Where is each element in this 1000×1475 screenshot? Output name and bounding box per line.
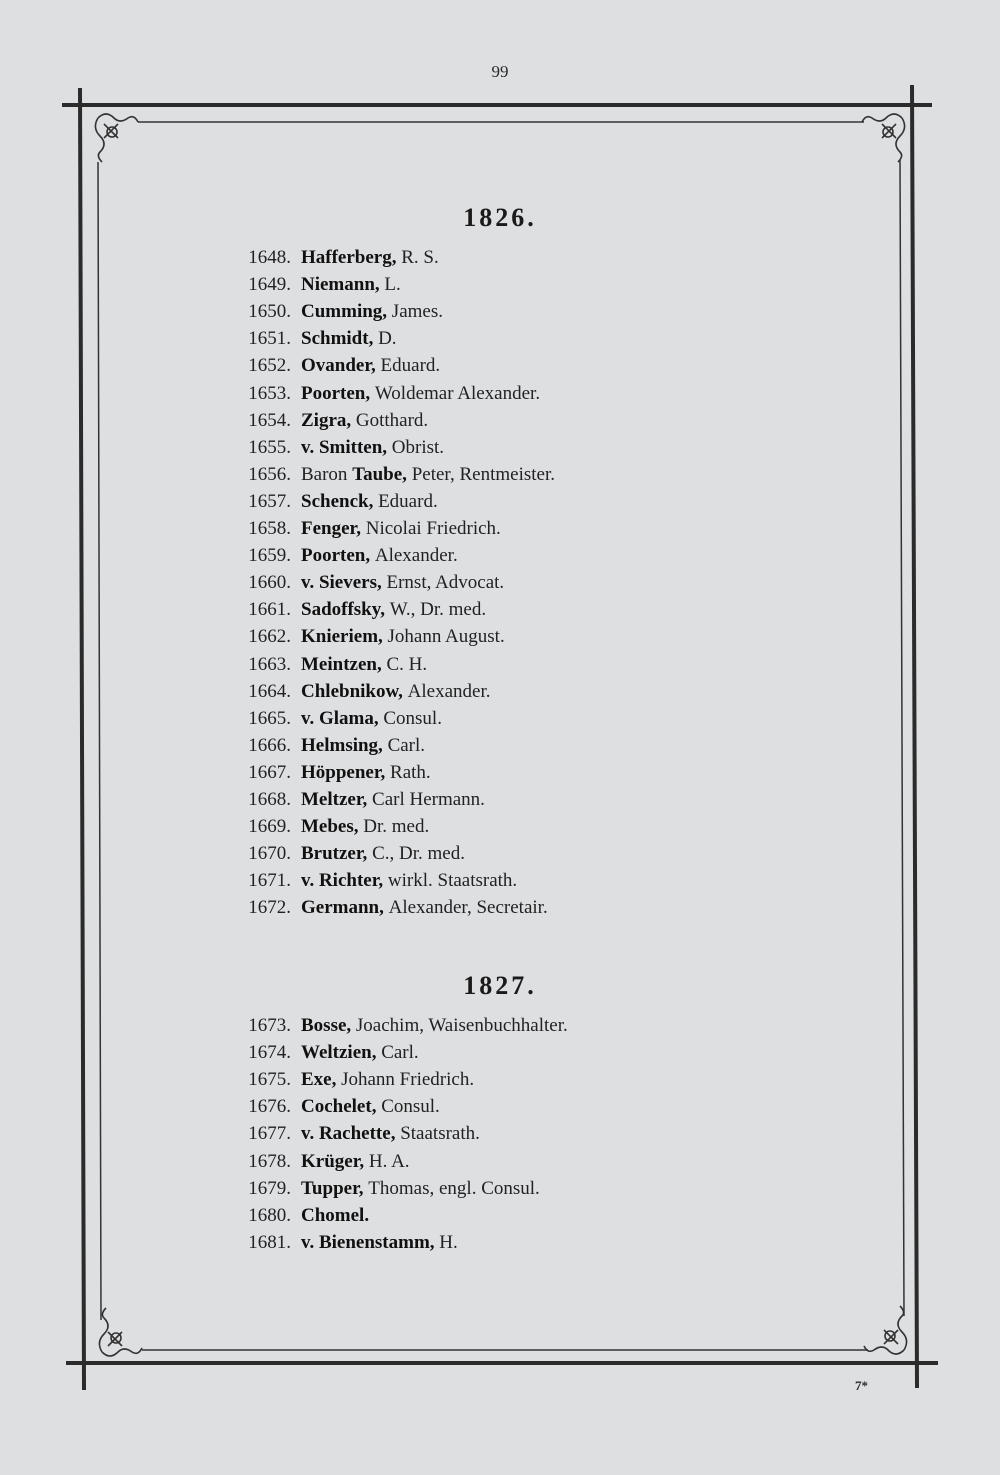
entry-name: Niemann, bbox=[301, 274, 380, 296]
list-item bbox=[205, 705, 805, 732]
entry-detail: Johann August. bbox=[387, 626, 505, 648]
entry-detail: Consul. bbox=[381, 1096, 440, 1118]
entry-number: 1671. bbox=[248, 870, 291, 892]
ornament-top-right bbox=[862, 114, 905, 162]
entry-number: 1654. bbox=[248, 409, 291, 431]
signature-mark: 7* bbox=[855, 1378, 868, 1393]
entry-number: 1668. bbox=[248, 788, 291, 810]
entry-name: Fenger, bbox=[301, 518, 361, 540]
entry-number: 1679. bbox=[248, 1177, 291, 1199]
list-item bbox=[205, 1229, 805, 1256]
list-item bbox=[205, 542, 805, 569]
entry-detail: Obrist. bbox=[391, 436, 445, 458]
list-item bbox=[205, 1066, 805, 1093]
entry-name: Schmidt, bbox=[301, 328, 374, 350]
entry-name: Höppener, bbox=[301, 761, 386, 783]
entry-detail: Joachim, Waisenbuchhalter. bbox=[355, 1015, 568, 1037]
list-item bbox=[205, 786, 805, 813]
entry-name: Germann, bbox=[301, 897, 384, 919]
entry-name: Brutzer, bbox=[301, 843, 368, 865]
entry-detail: Staatsrath. bbox=[400, 1123, 480, 1145]
entry-number: 1658. bbox=[248, 518, 291, 540]
entry-name: Chomel. bbox=[301, 1204, 370, 1226]
entry-number: 1655. bbox=[248, 436, 291, 458]
entry-detail: R. S. bbox=[401, 247, 439, 269]
list-item bbox=[205, 813, 805, 840]
list-item bbox=[205, 840, 805, 867]
section-heading-1827: 1827. bbox=[463, 971, 537, 1000]
list-item bbox=[205, 515, 805, 542]
entry-detail: L. bbox=[384, 274, 401, 296]
entry-number: 1672. bbox=[248, 897, 291, 919]
entry-number: 1675. bbox=[248, 1069, 291, 1091]
entry-number: 1649. bbox=[248, 274, 291, 296]
entry-name: v. Rachette, bbox=[301, 1123, 396, 1145]
entry-number: 1660. bbox=[248, 572, 291, 594]
list-item bbox=[205, 271, 805, 298]
entry-name: Tupper, bbox=[301, 1177, 364, 1199]
entry-name: Cumming, bbox=[301, 301, 388, 323]
list-item bbox=[205, 678, 805, 705]
entry-detail: Consul. bbox=[383, 707, 442, 729]
section-heading-1826: 1826. bbox=[463, 203, 537, 232]
entry-detail: Alexander. bbox=[407, 680, 491, 702]
entry-name: Ovander, bbox=[301, 355, 376, 377]
ornament-bottom-left bbox=[99, 1308, 142, 1356]
entry-detail: Thomas, engl. Consul. bbox=[368, 1177, 540, 1199]
entry-number: 1648. bbox=[248, 247, 291, 269]
entry-detail: Alexander. bbox=[374, 545, 458, 567]
entry-number: 1662. bbox=[248, 626, 291, 648]
list-item bbox=[205, 569, 805, 596]
entry-number: 1665. bbox=[248, 707, 291, 729]
entry-name: Helmsing, bbox=[301, 734, 383, 756]
entry-detail: Carl Hermann. bbox=[372, 788, 485, 810]
entry-detail: Johann Friedrich. bbox=[341, 1069, 475, 1091]
entry-name: Schenck, bbox=[301, 490, 374, 512]
list-item bbox=[205, 434, 805, 461]
entry-detail: D. bbox=[378, 328, 397, 350]
entry-number: 1667. bbox=[248, 761, 291, 783]
entry-name: Weltzien, bbox=[301, 1042, 377, 1064]
entry-detail: wirkl. Staatsrath. bbox=[387, 870, 518, 892]
list-item bbox=[205, 1012, 805, 1039]
entry-detail: Peter, Rentmeister. bbox=[411, 463, 555, 485]
entry-detail: Carl. bbox=[381, 1042, 419, 1064]
list-item bbox=[205, 298, 805, 325]
list-item bbox=[205, 596, 805, 623]
entry-name: Meltzer, bbox=[301, 788, 368, 810]
entry-number: 1653. bbox=[248, 382, 291, 404]
entry-number: 1677. bbox=[248, 1123, 291, 1145]
entry-name: v. Smitten, bbox=[301, 436, 388, 458]
entry-detail: Eduard. bbox=[380, 355, 441, 377]
entry-number: 1661. bbox=[248, 599, 291, 621]
list-item bbox=[205, 650, 805, 677]
list-item bbox=[205, 759, 805, 786]
entry-name: Cochelet, bbox=[301, 1096, 377, 1118]
list-item bbox=[205, 488, 805, 515]
list-item bbox=[205, 379, 805, 406]
entry-number: 1674. bbox=[248, 1042, 291, 1064]
entry-name: v. Sievers, bbox=[301, 572, 382, 594]
entry-name: Hafferberg, bbox=[301, 247, 397, 269]
page-number: 99 bbox=[491, 62, 509, 81]
entry-name: Taube, bbox=[352, 463, 407, 485]
entry-detail: W., Dr. med. bbox=[389, 599, 487, 621]
entry-name: Meintzen, bbox=[301, 653, 382, 675]
list-item bbox=[205, 867, 805, 894]
list-item bbox=[205, 1120, 805, 1147]
entry-detail: Ernst, Advocat. bbox=[386, 572, 505, 594]
entry-number: 1678. bbox=[248, 1150, 291, 1172]
entry-name: Bosse, bbox=[301, 1015, 352, 1037]
entry-number: 1673. bbox=[248, 1015, 291, 1037]
entry-detail: H. A. bbox=[368, 1150, 410, 1172]
list-item bbox=[205, 1093, 805, 1120]
entry-name: v. Bienenstamm, bbox=[301, 1231, 435, 1253]
entry-name: Knieriem, bbox=[301, 626, 383, 648]
entry-detail: Alexander, Secretair. bbox=[388, 897, 548, 919]
entry-number: 1663. bbox=[248, 653, 291, 675]
list-item bbox=[205, 1202, 805, 1229]
entry-number: 1680. bbox=[248, 1204, 291, 1226]
list-item bbox=[205, 894, 805, 921]
entry-name: v. Glama, bbox=[301, 707, 379, 729]
entry-detail: Gotthard. bbox=[355, 409, 429, 431]
entry-detail: Rath. bbox=[390, 761, 431, 783]
list-item bbox=[205, 732, 805, 759]
entry-list-1826 bbox=[205, 244, 805, 921]
entry-number: 1650. bbox=[248, 301, 291, 323]
entry-detail: Carl. bbox=[387, 734, 426, 756]
entry-detail: C., Dr. med. bbox=[372, 843, 465, 865]
entry-name: Sadoffsky, bbox=[301, 599, 385, 621]
list-item bbox=[205, 1147, 805, 1174]
entry-detail: Dr. med. bbox=[363, 816, 430, 838]
entry-number: 1676. bbox=[248, 1096, 291, 1118]
entry-detail: Nicolai Friedrich. bbox=[365, 518, 501, 540]
entry-list-1827 bbox=[205, 1012, 805, 1256]
entry-number: 1657. bbox=[248, 490, 291, 512]
entry-number: 1651. bbox=[248, 328, 291, 350]
entry-number: 1659. bbox=[248, 545, 291, 567]
entry-name: v. Richter, bbox=[301, 870, 384, 892]
list-item bbox=[205, 1039, 805, 1066]
entry-name: Mebes, bbox=[301, 816, 359, 838]
entry-detail: Woldemar Alexander. bbox=[374, 382, 541, 404]
entry-name: Krüger, bbox=[301, 1150, 365, 1172]
entry-detail: C. H. bbox=[386, 653, 428, 675]
ornament-top-left bbox=[95, 114, 138, 162]
list-item bbox=[205, 1175, 805, 1202]
entry-number: 1681. bbox=[248, 1231, 291, 1253]
ornament-bottom-right bbox=[864, 1306, 907, 1354]
entry-number: 1669. bbox=[248, 816, 291, 838]
entry-name: Poorten, bbox=[301, 545, 371, 567]
list-item bbox=[205, 461, 805, 488]
entry-prefix: Baron bbox=[301, 463, 348, 485]
list-item bbox=[205, 623, 805, 650]
entry-detail: Eduard. bbox=[378, 490, 438, 512]
entry-detail: H. bbox=[439, 1231, 458, 1253]
entry-number: 1664. bbox=[248, 680, 291, 702]
list-item bbox=[205, 244, 805, 271]
list-item bbox=[205, 407, 805, 434]
entry-name: Zigra, bbox=[301, 409, 352, 431]
entry-number: 1656. bbox=[248, 463, 291, 485]
list-item bbox=[205, 352, 805, 379]
entry-name: Exe, bbox=[301, 1069, 337, 1091]
entry-number: 1652. bbox=[248, 355, 291, 377]
entry-detail: James. bbox=[391, 301, 443, 323]
list-item bbox=[205, 325, 805, 352]
entry-name: Chlebnikow, bbox=[301, 680, 403, 702]
entry-number: 1666. bbox=[248, 734, 291, 756]
entry-name: Poorten, bbox=[301, 382, 371, 404]
entry-number: 1670. bbox=[248, 843, 291, 865]
